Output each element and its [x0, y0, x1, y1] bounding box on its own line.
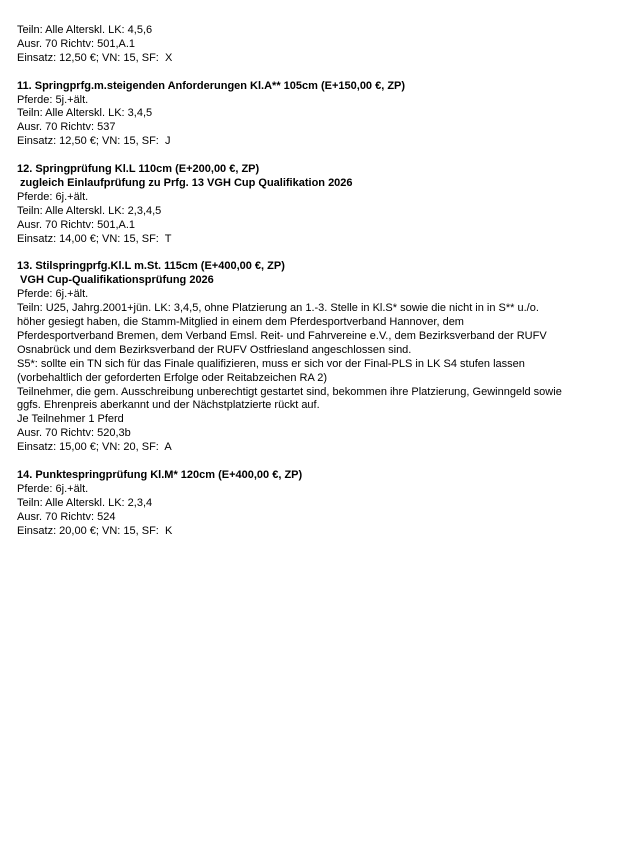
competition-14: [17, 469, 627, 539]
competition-line: höher gesiegt haben, die Stamm-Mitglied in einem dem Pferdesportverband Hannover, dem: [17, 315, 464, 328]
competition-line: Teiln: Alle Alterskl. LK: 2,3,4,5: [17, 204, 162, 217]
intro-block: [17, 24, 627, 66]
competition-line: Einsatz: 15,00 €; VN: 20, SF: A: [17, 441, 172, 454]
competition-line: Pferdesportverband Bremen, dem Verband Emsl. Reit- und Fahrvereine e.V., dem Bezirksverband der RUFV: [17, 329, 547, 342]
competition-title: 11. Springprfg.m.steigenden Anforderungen Kl.A** 105cm (E+150,00 €, ZP): [17, 79, 406, 92]
competition-title: 12. Springprüfung Kl.L 110cm (E+200,00 €, ZP): [17, 163, 260, 176]
competition-line: S5*: sollte ein TN sich für das Finale qualifizieren, muss er sich vor der Final-PLS in LK S4 stufen lassen: [17, 357, 525, 370]
competition-line: Ausr. 70 Richtv: 520,3b: [17, 427, 131, 440]
competition-line: Teiln: Alle Alterskl. LK: 2,3,4: [17, 496, 153, 509]
competition-title: 13. Stilspringprfg.Kl.L m.St. 115cm (E+400,00 €, ZP): [17, 260, 285, 273]
competition-line: Einsatz: 14,00 €; VN: 15, SF: T: [17, 232, 172, 245]
competition-line: Teiln: Alle Alterskl. LK: 3,4,5: [17, 107, 153, 120]
competition-line: ggfs. Ehrenpreis aberkannt und der Nächstplatzierte rückt auf.: [17, 399, 320, 412]
competition-line: Pferde: 6j.+ält.: [17, 482, 89, 495]
competition-line: Teilnehmer, die gem. Ausschreibung unberechtigt gestartet sind, bekommen ihre Platzierung, Gewinngeld sowie: [17, 385, 562, 398]
competition-line: Pferde: 5j.+ält.: [17, 93, 89, 106]
competition-line: Ausr. 70 Richtv: 537: [17, 121, 116, 134]
competition-subtitle: VGH Cup-Qualifikationsprüfung 2026: [17, 274, 214, 287]
competition-line: Einsatz: 20,00 €; VN: 15, SF: K: [17, 524, 173, 537]
competition-subtitle: zugleich Einlaufprüfung zu Prfg. 13 VGH Cup Qualifikation 2026: [17, 176, 353, 189]
competition-line: Je Teilnehmer 1 Pferd: [17, 413, 124, 426]
competition-title: 14. Punktespringprüfung Kl.M* 120cm (E+400,00 €, ZP): [17, 468, 303, 481]
document-page: [17, 24, 627, 552]
intro-line: Einsatz: 12,50 €; VN: 15, SF: X: [17, 51, 173, 64]
competition-line: Pferde: 6j.+ält.: [17, 288, 89, 301]
competition-11: [17, 80, 627, 150]
intro-line: Teiln: Alle Alterskl. LK: 4,5,6: [17, 24, 153, 36]
competition-line: Ausr. 70 Richtv: 524: [17, 510, 116, 523]
competition-line: (vorbehaltlich der geforderten Erfolge oder Reitabzeichen RA 2): [17, 371, 328, 384]
competition-13: [17, 260, 627, 455]
competition-line: Einsatz: 12,50 €; VN: 15, SF: J: [17, 135, 171, 148]
competition-line: Osnabrück und dem Bezirksverband der RUFV Ostfriesland angeschlossen sind.: [17, 343, 412, 356]
competition-line: Ausr. 70 Richtv: 501,A.1: [17, 218, 136, 231]
competition-line: Pferde: 6j.+ält.: [17, 190, 89, 203]
competition-line: Teiln: U25, Jahrg.2001+jün. LK: 3,4,5, ohne Platzierung an 1.-3. Stelle in Kl.S* sowie die nicht in in S** u./o.: [17, 302, 539, 315]
competition-12: [17, 163, 627, 246]
intro-line: Ausr. 70 Richtv: 501,A.1: [17, 37, 136, 50]
